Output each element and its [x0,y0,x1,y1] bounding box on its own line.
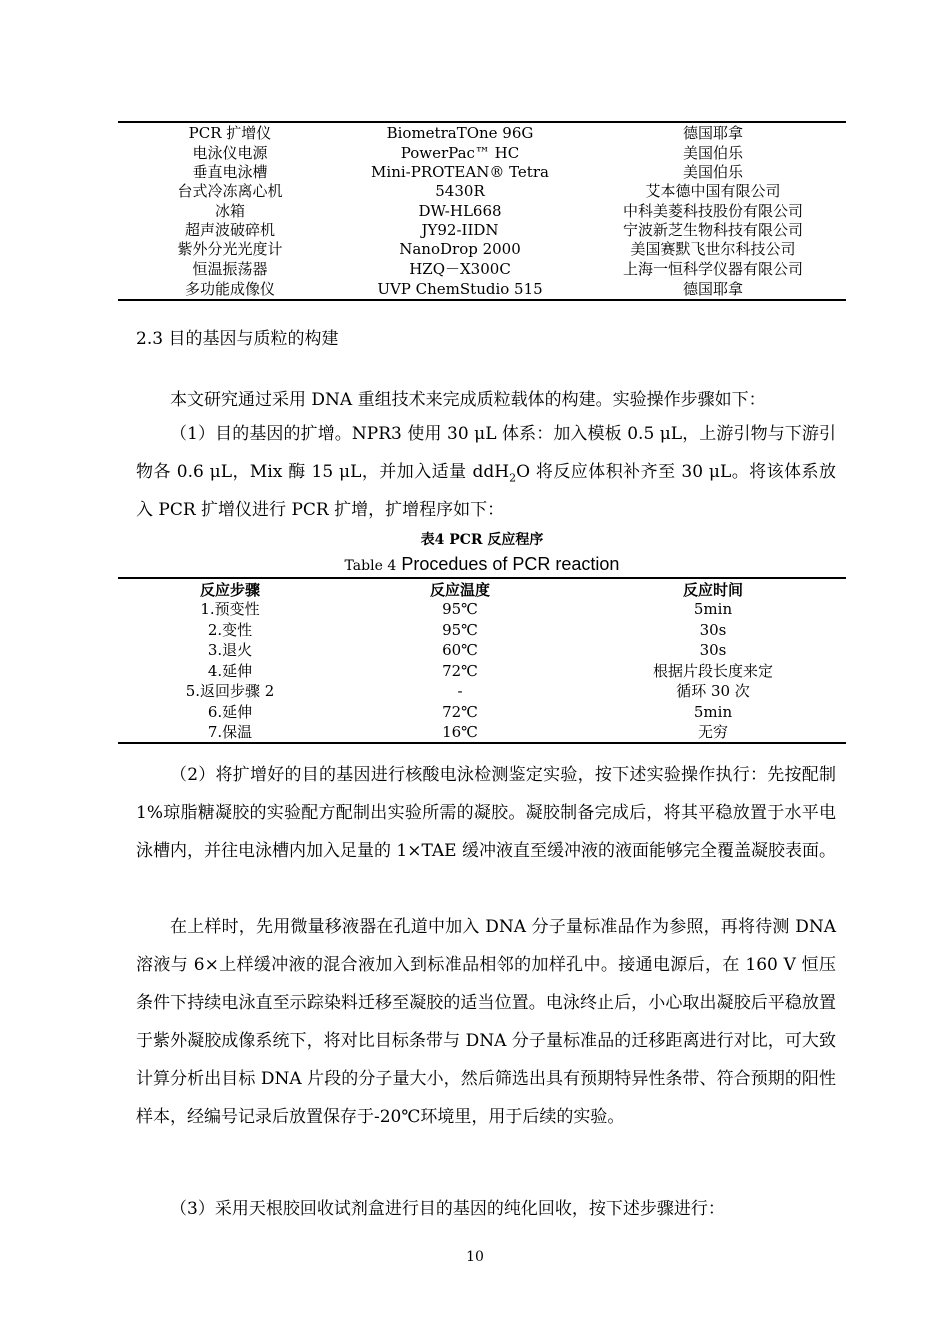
table-cell: 5min [693,703,733,721]
table-cell: - [457,682,463,700]
table-cell: 3.退火 [207,641,253,659]
table-cell: 艾本德中国有限公司 [645,182,781,200]
table3-top-rule [118,121,846,123]
paragraph-electrophoresis: （2）将扩增好的目的基因进行核酸电泳检测鉴定实验，按下述实验操作执行：先按配制 1%琼脂糖凝胶的实验配方配制出实验所需的凝胶。凝胶制备完成后，将其平稳放置于水平电泳槽内，并往电泳槽内加入足量的 1×TAE 缓冲液直至缓冲液的液面能够完全覆盖凝胶表面。 [136,765,836,861]
table4-caption-en [118,554,846,575]
table-cell: 美国赛默飞世尔科技公司 [630,240,796,258]
table-cell: 美国伯乐 [682,144,743,162]
table-cell: 72℃ [442,662,478,680]
table-cell: 30s [699,621,727,639]
table-cell: UVP ChemStudio 515 [377,280,543,298]
paragraph-text: O 将反应体积补齐至 30 μL。将该体系放入 PCR 扩增仪进行 PCR 扩增，扩增程序如下： [136,462,836,520]
table-cell: 循环 30 次 [676,682,750,700]
table-cell: 垂直电泳槽 [192,163,268,181]
table-cell: 6.延伸 [207,703,253,721]
table-cell: 中科美菱科技股份有限公司 [622,202,803,220]
caption-prefix: Table 4 [344,558,397,574]
paragraph-loading: 在上样时，先用微量移液器在孔道中加入 DNA 分子量标准品作为参照，再将待测 DNA 溶液与 6×上样缓冲液的混合液加入到标准品相邻的加样孔中。接通电源后，在 160 V 恒压条件下持续电泳直至示踪染料迁移至凝胶的适当位置。电泳终止后，小心取出凝胶后平稳放置于紫外凝胶成像系统下，将对比目标条带与 DNA 分子量标准品的迁移距离进行对比，可大致计算分析出目标 DNA 片段的分子量大小，然后筛选出具有预期特异性条带、符合预期的阳性样本，经编号记录后放置保存于-20℃环境里，用于后续的实验。 [136,917,836,1127]
table-cell: PCR 扩增仪 [188,124,272,142]
subscript-text: 2 [509,471,517,485]
table3-bottom-rule [118,299,846,301]
table-cell: 超声波破碎机 [184,221,275,239]
table-cell: 2.变性 [207,621,253,639]
table-cell: 电泳仪电源 [192,144,268,162]
section-heading: 2.3 目的基因与质粒的构建 [136,329,339,349]
paragraph-purification: （3）采用天根胶回收试剂盒进行目的基因的纯化回收，按下述步骤进行： [170,1199,725,1219]
table-cell: 72℃ [442,703,478,721]
table-cell: 德国耶拿 [682,124,743,142]
table4-top-rule [118,577,846,579]
table-header: 反应步骤 [199,581,260,599]
table-cell: 7.保温 [207,723,253,741]
table-cell: 60℃ [442,641,478,659]
table-cell: JY92-IIDN [421,221,499,239]
table-cell: PowerPac™ HC [400,144,520,162]
table-cell: 恒温振荡器 [192,260,268,278]
table-cell: Mini-PROTEAN® Tetra [371,163,549,181]
table-cell: 16℃ [442,723,478,741]
table-cell: 无穷 [697,723,728,741]
table-cell: HZQ－X300C [409,260,511,278]
table-cell: BiometraTOne 96G [386,124,534,142]
table4-bottom-rule [118,742,846,744]
table-header: 反应温度 [429,581,490,599]
table-cell: 30s [699,641,727,659]
table-cell: 德国耶拿 [682,280,743,298]
caption-main: Procedues of PCR reaction [401,554,620,574]
table-cell: 5430R [435,182,485,200]
table-cell: 1.预变性 [200,600,260,618]
table-cell: 5min [693,600,733,618]
paragraph-text: （1）目的基因的扩增。NPR3 使用 30 μL 体系：加入模板 0.5 μL，上游引物与下游引物各 0.6 μL，Mix 酶 15 μL，并加入适量 ddH [136,424,836,482]
table-cell: 多功能成像仪 [184,280,275,298]
paragraph-amplification [136,415,836,529]
table-cell: 上海一恒科学仪器有限公司 [622,260,803,278]
table-header: 反应时间 [682,581,743,599]
table-cell: 根据片段长度来定 [652,662,773,680]
table-cell: 紫外分光光度计 [177,240,283,258]
table4-caption-cn: 表4 PCR 反应程序 [420,532,544,548]
paragraph-intro: 本文研究通过采用 DNA 重组技术来完成质粒载体的构建。实验操作步骤如下： [170,390,766,410]
table-cell: 宁波新芝生物科技有限公司 [622,221,803,239]
table-cell: 5.返回步骤 2 [185,682,275,700]
table-cell: 冰箱 [214,202,245,220]
table-cell: 台式冷冻离心机 [177,182,283,200]
table-cell: 95℃ [442,600,478,618]
table-cell: 95℃ [442,621,478,639]
page-number: 10 [466,1249,484,1265]
table-cell: NanoDrop 2000 [399,240,521,258]
table-cell: DW-HL668 [418,202,502,220]
table-cell: 美国伯乐 [682,163,743,181]
table-cell: 4.延伸 [207,662,253,680]
